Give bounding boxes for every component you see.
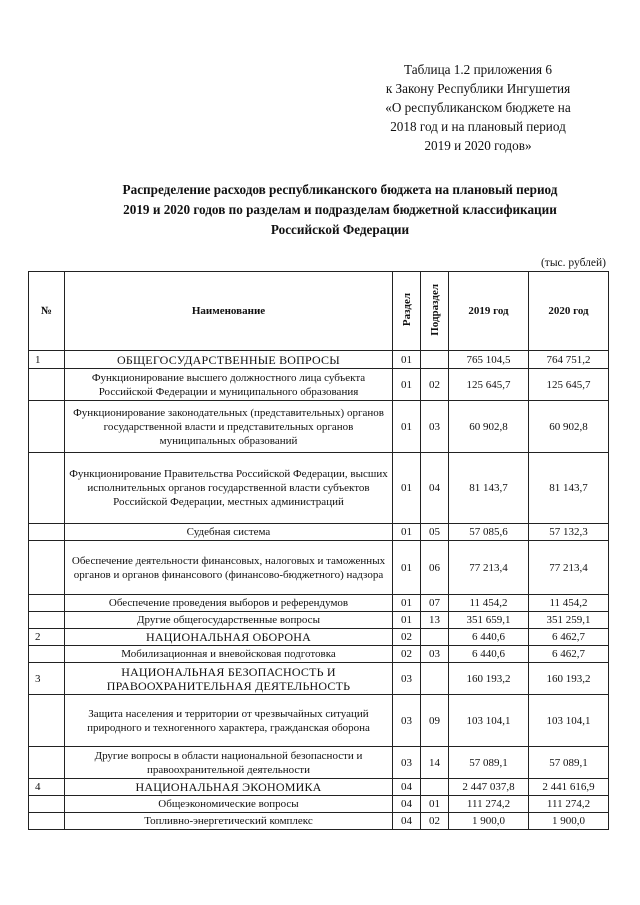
subsection-row: [29, 796, 609, 813]
column-header-num: №: [29, 272, 65, 351]
row-number: [29, 646, 65, 663]
row-subsection-code: 03: [421, 646, 449, 663]
row-number: 4: [29, 779, 65, 796]
row-section-code: 01: [393, 351, 421, 369]
row-section-code: 03: [393, 695, 421, 747]
row-value-2020: 1 900,0: [529, 813, 609, 830]
row-subsection-code: 03: [421, 401, 449, 453]
row-value-2020: 6 462,7: [529, 646, 609, 663]
row-number: 3: [29, 663, 65, 695]
row-value-2019: 125 645,7: [449, 369, 529, 401]
row-value-2020: 351 259,1: [529, 612, 609, 629]
column-header-section: [393, 272, 421, 351]
appendix-note-line: Таблица 1.2 приложения 6: [403, 62, 552, 77]
section-row: [29, 779, 609, 796]
row-value-2019: 11 454,2: [449, 595, 529, 612]
appendix-note-line: 2019 и 2020 годов»: [424, 138, 532, 153]
row-value-2019: 160 193,2: [449, 663, 529, 695]
row-name: Топливно-энергетический комплекс: [65, 813, 393, 830]
row-subsection-code: 05: [421, 524, 449, 541]
row-value-2020: 60 902,8: [529, 401, 609, 453]
column-header-subsection-label: Подраздел: [428, 283, 441, 336]
row-value-2019: 57 085,6: [449, 524, 529, 541]
subsection-row: [29, 813, 609, 830]
document-title: [60, 180, 620, 240]
row-section-code: 03: [393, 747, 421, 779]
row-value-2019: 765 104,5: [449, 351, 529, 369]
row-section-code: 04: [393, 813, 421, 830]
row-subsection-code: [421, 663, 449, 695]
subsection-row: [29, 646, 609, 663]
row-number: [29, 695, 65, 747]
row-section-code: 01: [393, 524, 421, 541]
appendix-note-line: к Закону Республики Ингушетия: [385, 81, 571, 96]
row-value-2019: 2 447 037,8: [449, 779, 529, 796]
appendix-note-line: «О республиканском бюджете на: [385, 100, 571, 115]
row-value-2019: 1 900,0: [449, 813, 529, 830]
row-subsection-code: 07: [421, 595, 449, 612]
row-number: [29, 453, 65, 524]
row-name: Защита населения и территории от чрезвычайных ситуаций природного и техногенного характера, гражданская оборона: [65, 695, 393, 747]
row-section-code: 04: [393, 779, 421, 796]
subsection-row: [29, 541, 609, 595]
appendix-note: [352, 60, 604, 155]
row-section-code: 01: [393, 612, 421, 629]
row-value-2020: 11 454,2: [529, 595, 609, 612]
row-value-2020: 111 274,2: [529, 796, 609, 813]
title-line: Распределение расходов республиканского бюджета на плановый период: [122, 182, 558, 197]
row-subsection-code: [421, 779, 449, 796]
row-number: [29, 796, 65, 813]
row-name: ОБЩЕГОСУДАРСТВЕННЫЕ ВОПРОСЫ: [65, 351, 393, 369]
row-value-2020: 81 143,7: [529, 453, 609, 524]
subsection-row: [29, 595, 609, 612]
row-number: [29, 524, 65, 541]
expenditure-table: [28, 271, 609, 830]
column-header-subsection: [421, 272, 449, 351]
row-subsection-code: 09: [421, 695, 449, 747]
subsection-row: [29, 453, 609, 524]
row-section-code: 01: [393, 401, 421, 453]
row-name: Функционирование высшего должностного лица субъекта Российской Федерации и муниципального образования: [65, 369, 393, 401]
row-name: Обеспечение проведения выборов и референдумов: [65, 595, 393, 612]
subsection-row: [29, 369, 609, 401]
row-value-2020: 160 193,2: [529, 663, 609, 695]
row-name: НАЦИОНАЛЬНАЯ ЭКОНОМИКА: [65, 779, 393, 796]
section-row: [29, 663, 609, 695]
row-subsection-code: [421, 351, 449, 369]
row-name: Судебная система: [65, 524, 393, 541]
row-name: Мобилизационная и вневойсковая подготовка: [65, 646, 393, 663]
row-section-code: 02: [393, 646, 421, 663]
row-number: [29, 401, 65, 453]
row-subsection-code: 13: [421, 612, 449, 629]
row-section-code: 04: [393, 796, 421, 813]
row-value-2019: 6 440,6: [449, 646, 529, 663]
row-value-2019: 60 902,8: [449, 401, 529, 453]
row-name: Функционирование законодательных (представительных) органов государственной власти и представительных органов муниципальных образований: [65, 401, 393, 453]
row-value-2020: 764 751,2: [529, 351, 609, 369]
subsection-row: [29, 695, 609, 747]
row-subsection-code: 04: [421, 453, 449, 524]
subsection-row: [29, 401, 609, 453]
row-number: [29, 813, 65, 830]
column-header-2019: 2019 год: [449, 272, 529, 351]
row-value-2020: 6 462,7: [529, 629, 609, 646]
row-name: НАЦИОНАЛЬНАЯ БЕЗОПАСНОСТЬ И ПРАВООХРАНИТЕЛЬНАЯ ДЕЯТЕЛЬНОСТЬ: [65, 663, 393, 695]
row-section-code: 02: [393, 629, 421, 646]
row-value-2020: 77 213,4: [529, 541, 609, 595]
row-number: 2: [29, 629, 65, 646]
row-subsection-code: 02: [421, 813, 449, 830]
row-value-2020: 2 441 616,9: [529, 779, 609, 796]
table-header-row: [29, 272, 609, 351]
row-value-2020: 57 089,1: [529, 747, 609, 779]
title-line: 2019 и 2020 годов по разделам и подразделам бюджетной классификации: [123, 202, 557, 217]
row-number: [29, 612, 65, 629]
row-value-2020: 57 132,3: [529, 524, 609, 541]
row-value-2019: 351 659,1: [449, 612, 529, 629]
row-value-2019: 77 213,4: [449, 541, 529, 595]
row-name: НАЦИОНАЛЬНАЯ ОБОРОНА: [65, 629, 393, 646]
row-name: Другие вопросы в области национальной безопасности и правоохранительной деятельности: [65, 747, 393, 779]
subsection-row: [29, 524, 609, 541]
row-subsection-code: 14: [421, 747, 449, 779]
row-number: 1: [29, 351, 65, 369]
row-name: Обеспечение деятельности финансовых, налоговых и таможенных органов и органов финансового (финансово-бюджетного) надзора: [65, 541, 393, 595]
column-header-section-label: Раздел: [400, 292, 413, 327]
row-value-2020: 125 645,7: [529, 369, 609, 401]
row-number: [29, 541, 65, 595]
row-value-2019: 57 089,1: [449, 747, 529, 779]
column-header-name: Наименование: [65, 272, 393, 351]
row-section-code: 01: [393, 595, 421, 612]
row-number: [29, 595, 65, 612]
row-section-code: 03: [393, 663, 421, 695]
row-name: Функционирование Правительства Российской Федерации, высших исполнительных органов государственной власти субъектов Российской Федерации, местных администраций: [65, 453, 393, 524]
subsection-row: [29, 612, 609, 629]
row-section-code: 01: [393, 453, 421, 524]
row-number: [29, 369, 65, 401]
title-line: Российской Федерации: [270, 222, 410, 237]
row-section-code: 01: [393, 369, 421, 401]
appendix-note-line: 2018 год и на плановый период: [390, 119, 566, 134]
row-subsection-code: 01: [421, 796, 449, 813]
table-body: [29, 351, 609, 830]
column-header-2020: 2020 год: [529, 272, 609, 351]
row-value-2019: 81 143,7: [449, 453, 529, 524]
row-subsection-code: 02: [421, 369, 449, 401]
row-value-2019: 111 274,2: [449, 796, 529, 813]
row-name: Другие общегосударственные вопросы: [65, 612, 393, 629]
row-number: [29, 747, 65, 779]
row-value-2019: 103 104,1: [449, 695, 529, 747]
units-label: (тыс. рублей): [540, 257, 606, 269]
section-row: [29, 351, 609, 369]
section-row: [29, 629, 609, 646]
row-value-2020: 103 104,1: [529, 695, 609, 747]
row-subsection-code: [421, 629, 449, 646]
row-subsection-code: 06: [421, 541, 449, 595]
subsection-row: [29, 747, 609, 779]
row-name: Общеэкономические вопросы: [65, 796, 393, 813]
row-section-code: 01: [393, 541, 421, 595]
row-value-2019: 6 440,6: [449, 629, 529, 646]
